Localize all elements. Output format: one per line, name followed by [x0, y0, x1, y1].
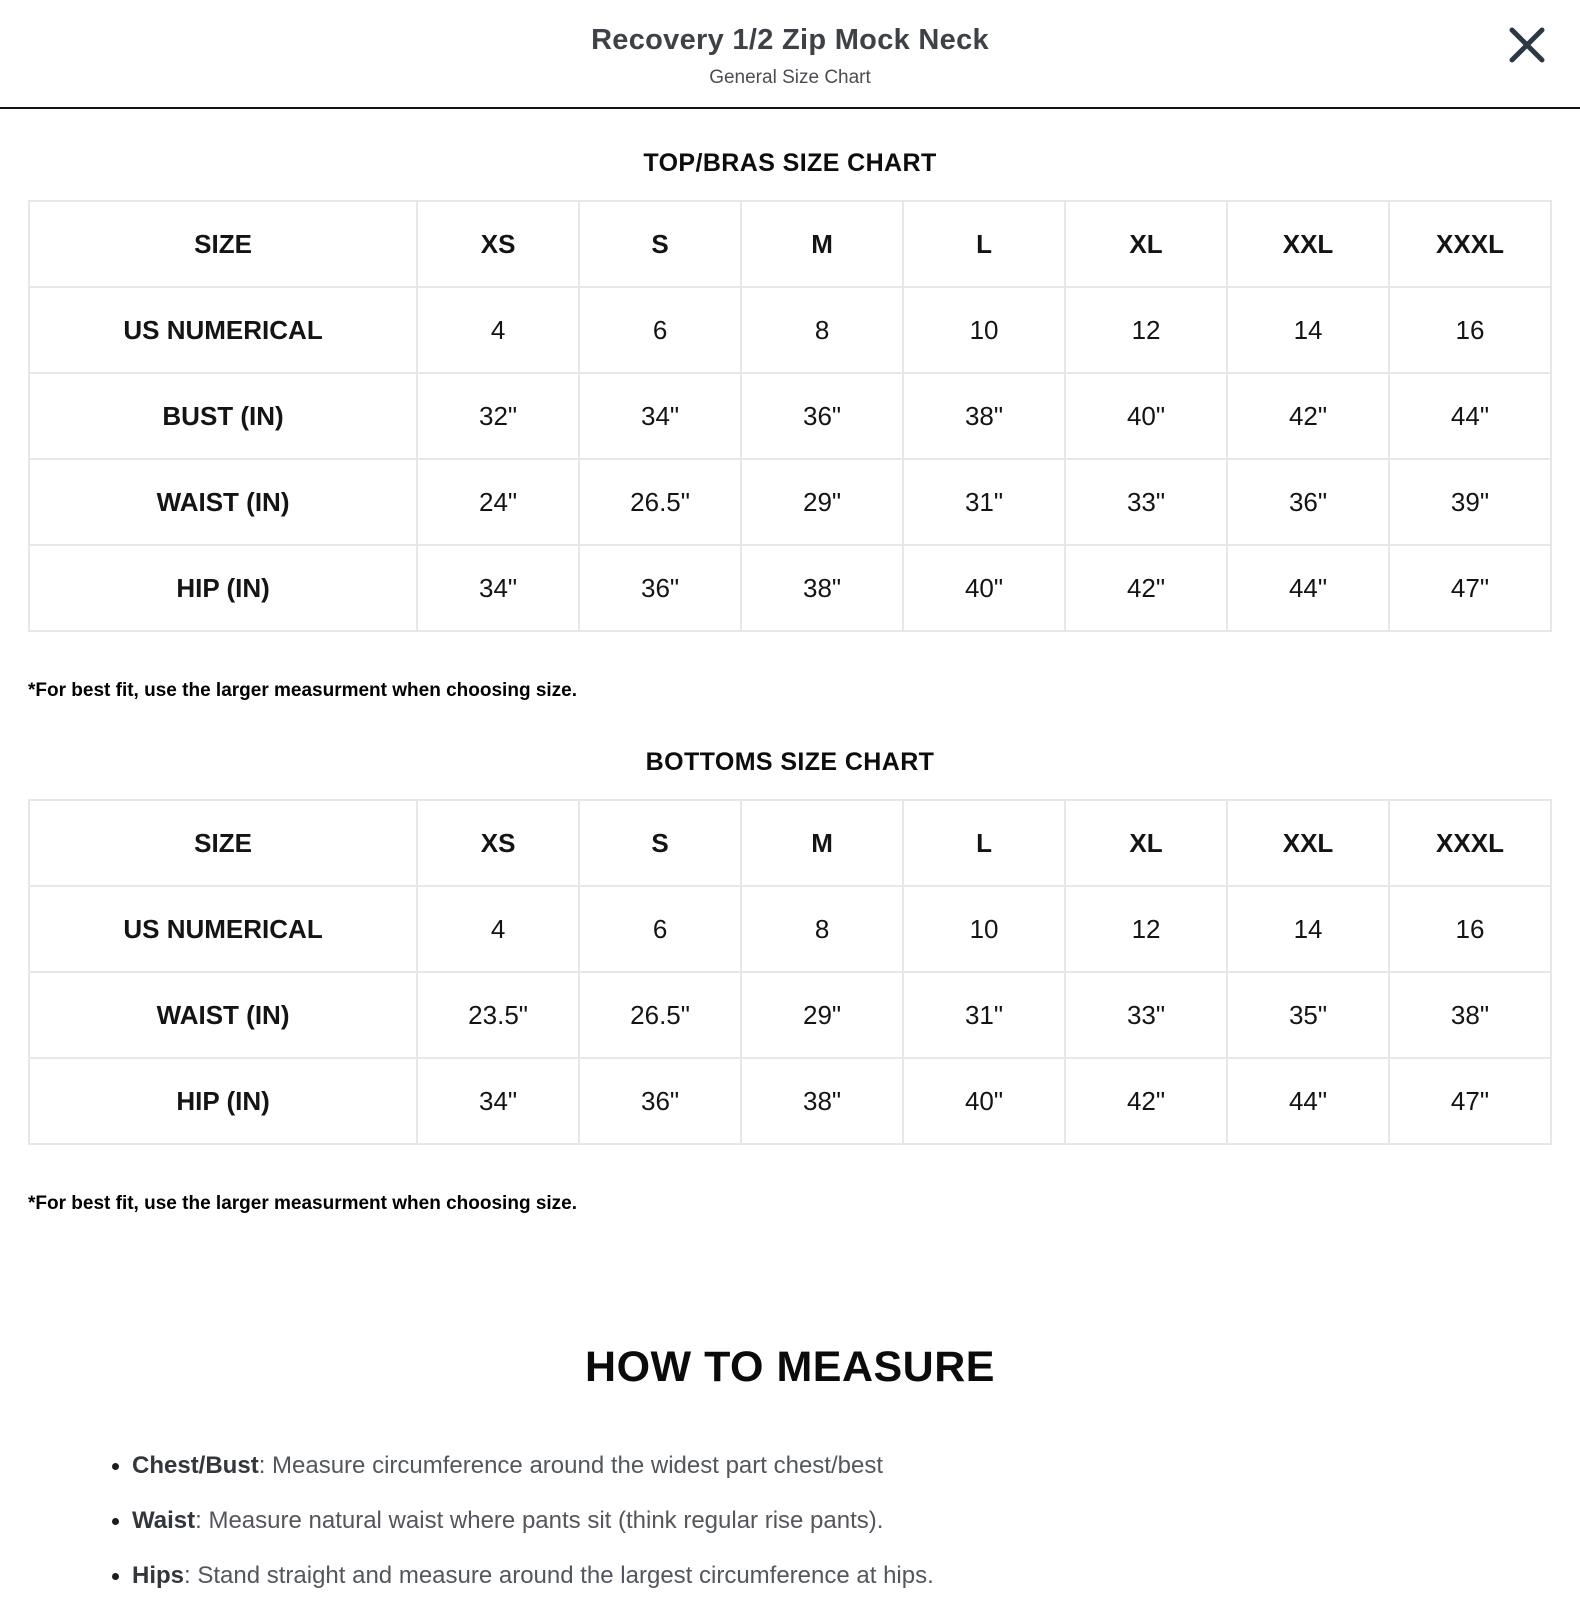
- value-cell: 6: [579, 886, 741, 972]
- value-cell: 40": [1065, 373, 1227, 459]
- value-cell: 35": [1227, 972, 1389, 1058]
- value-cell: 47": [1389, 545, 1551, 631]
- value-cell: 34": [579, 373, 741, 459]
- measure-item-chest: [132, 1452, 1552, 1481]
- value-cell: XXXL: [1389, 201, 1551, 287]
- table-row: [29, 287, 1551, 373]
- row-label-cell: WAIST (IN): [29, 972, 417, 1058]
- value-cell: S: [579, 800, 741, 886]
- value-cell: XS: [417, 201, 579, 287]
- value-cell: 36": [579, 545, 741, 631]
- value-cell: 34": [417, 1058, 579, 1144]
- row-label-cell: HIP (IN): [29, 545, 417, 631]
- measure-description: : Measure circumference around the widest part chest/best: [258, 1452, 883, 1479]
- table-row: [29, 1058, 1551, 1144]
- value-cell: 6: [579, 287, 741, 373]
- row-label-cell: SIZE: [29, 800, 417, 886]
- table-row: [29, 459, 1551, 545]
- bottoms-size-table: [28, 799, 1552, 1145]
- top-bras-section: [28, 149, 1552, 702]
- row-label-cell: HIP (IN): [29, 1058, 417, 1144]
- measure-description: : Stand straight and measure around the largest circumference at hips.: [184, 1561, 934, 1589]
- value-cell: 44": [1227, 545, 1389, 631]
- row-label-cell: SIZE: [29, 201, 417, 287]
- value-cell: 14: [1227, 886, 1389, 972]
- value-cell: 38": [903, 373, 1065, 459]
- measure-instructions-list: [90, 1452, 1552, 1590]
- value-cell: 16: [1389, 886, 1551, 972]
- value-cell: 12: [1065, 886, 1227, 972]
- row-label-cell: US NUMERICAL: [29, 287, 417, 373]
- value-cell: 34": [417, 545, 579, 631]
- value-cell: XXXL: [1389, 800, 1551, 886]
- value-cell: 33": [1065, 459, 1227, 545]
- value-cell: 10: [903, 287, 1065, 373]
- how-to-measure-title: HOW TO MEASURE: [585, 1343, 995, 1391]
- measure-term: Chest/Bust: [132, 1452, 259, 1479]
- value-cell: 4: [417, 886, 579, 972]
- bottoms-footnote: *For best fit, use the larger measurment when choosing size.: [28, 1193, 578, 1214]
- row-label-cell: WAIST (IN): [29, 459, 417, 545]
- value-cell: 26.5": [579, 459, 741, 545]
- value-cell: 42": [1227, 373, 1389, 459]
- value-cell: L: [903, 201, 1065, 287]
- modal-header: [0, 0, 1580, 109]
- value-cell: 42": [1065, 545, 1227, 631]
- measure-item-hips: [132, 1562, 1552, 1591]
- table-row: [29, 373, 1551, 459]
- value-cell: XL: [1065, 201, 1227, 287]
- value-cell: 44": [1389, 373, 1551, 459]
- table-row: [29, 545, 1551, 631]
- value-cell: 38": [741, 1058, 903, 1144]
- value-cell: 36": [741, 373, 903, 459]
- measure-description: : Measure natural waist where pants sit (think regular rise pants).: [195, 1506, 884, 1534]
- measure-term: Hips: [132, 1561, 185, 1589]
- value-cell: 36": [1227, 459, 1389, 545]
- product-title: Recovery 1/2 Zip Mock Neck: [591, 24, 989, 56]
- top-bras-size-table: [28, 200, 1552, 632]
- table-row: [29, 972, 1551, 1058]
- value-cell: 4: [417, 287, 579, 373]
- value-cell: 26.5": [579, 972, 741, 1058]
- top-bras-chart-title: TOP/BRAS SIZE CHART: [643, 149, 937, 177]
- value-cell: 47": [1389, 1058, 1551, 1144]
- value-cell: 40": [903, 545, 1065, 631]
- value-cell: 31": [903, 459, 1065, 545]
- table-row: [29, 800, 1551, 886]
- value-cell: 23.5": [417, 972, 579, 1058]
- table-row: [29, 886, 1551, 972]
- value-cell: 29": [741, 459, 903, 545]
- measure-term: Waist: [132, 1506, 196, 1534]
- value-cell: 12: [1065, 287, 1227, 373]
- value-cell: 29": [741, 972, 903, 1058]
- value-cell: L: [903, 800, 1065, 886]
- close-icon: [1506, 24, 1548, 66]
- value-cell: 14: [1227, 287, 1389, 373]
- value-cell: XXL: [1227, 201, 1389, 287]
- value-cell: 31": [903, 972, 1065, 1058]
- table-row: [29, 201, 1551, 287]
- bottoms-section: [28, 748, 1552, 1215]
- top-bras-footnote: *For best fit, use the larger measurment when choosing size.: [28, 680, 578, 701]
- value-cell: 33": [1065, 972, 1227, 1058]
- value-cell: 40": [903, 1058, 1065, 1144]
- bottoms-chart-title: BOTTOMS SIZE CHART: [645, 748, 935, 776]
- value-cell: 32": [417, 373, 579, 459]
- value-cell: 10: [903, 886, 1065, 972]
- value-cell: 36": [579, 1058, 741, 1144]
- value-cell: XXL: [1227, 800, 1389, 886]
- value-cell: 39": [1389, 459, 1551, 545]
- value-cell: S: [579, 201, 741, 287]
- row-label-cell: US NUMERICAL: [29, 886, 417, 972]
- value-cell: 42": [1065, 1058, 1227, 1144]
- value-cell: 44": [1227, 1058, 1389, 1144]
- value-cell: M: [741, 800, 903, 886]
- close-button[interactable]: [1506, 24, 1548, 66]
- value-cell: XS: [417, 800, 579, 886]
- value-cell: M: [741, 201, 903, 287]
- value-cell: 8: [741, 287, 903, 373]
- value-cell: 24": [417, 459, 579, 545]
- chart-subtitle: General Size Chart: [709, 67, 871, 88]
- measure-item-waist: [132, 1507, 1552, 1536]
- value-cell: 16: [1389, 287, 1551, 373]
- row-label-cell: BUST (IN): [29, 373, 417, 459]
- modal-content: [0, 149, 1580, 1590]
- value-cell: 8: [741, 886, 903, 972]
- value-cell: 38": [1389, 972, 1551, 1058]
- value-cell: XL: [1065, 800, 1227, 886]
- value-cell: 38": [741, 545, 903, 631]
